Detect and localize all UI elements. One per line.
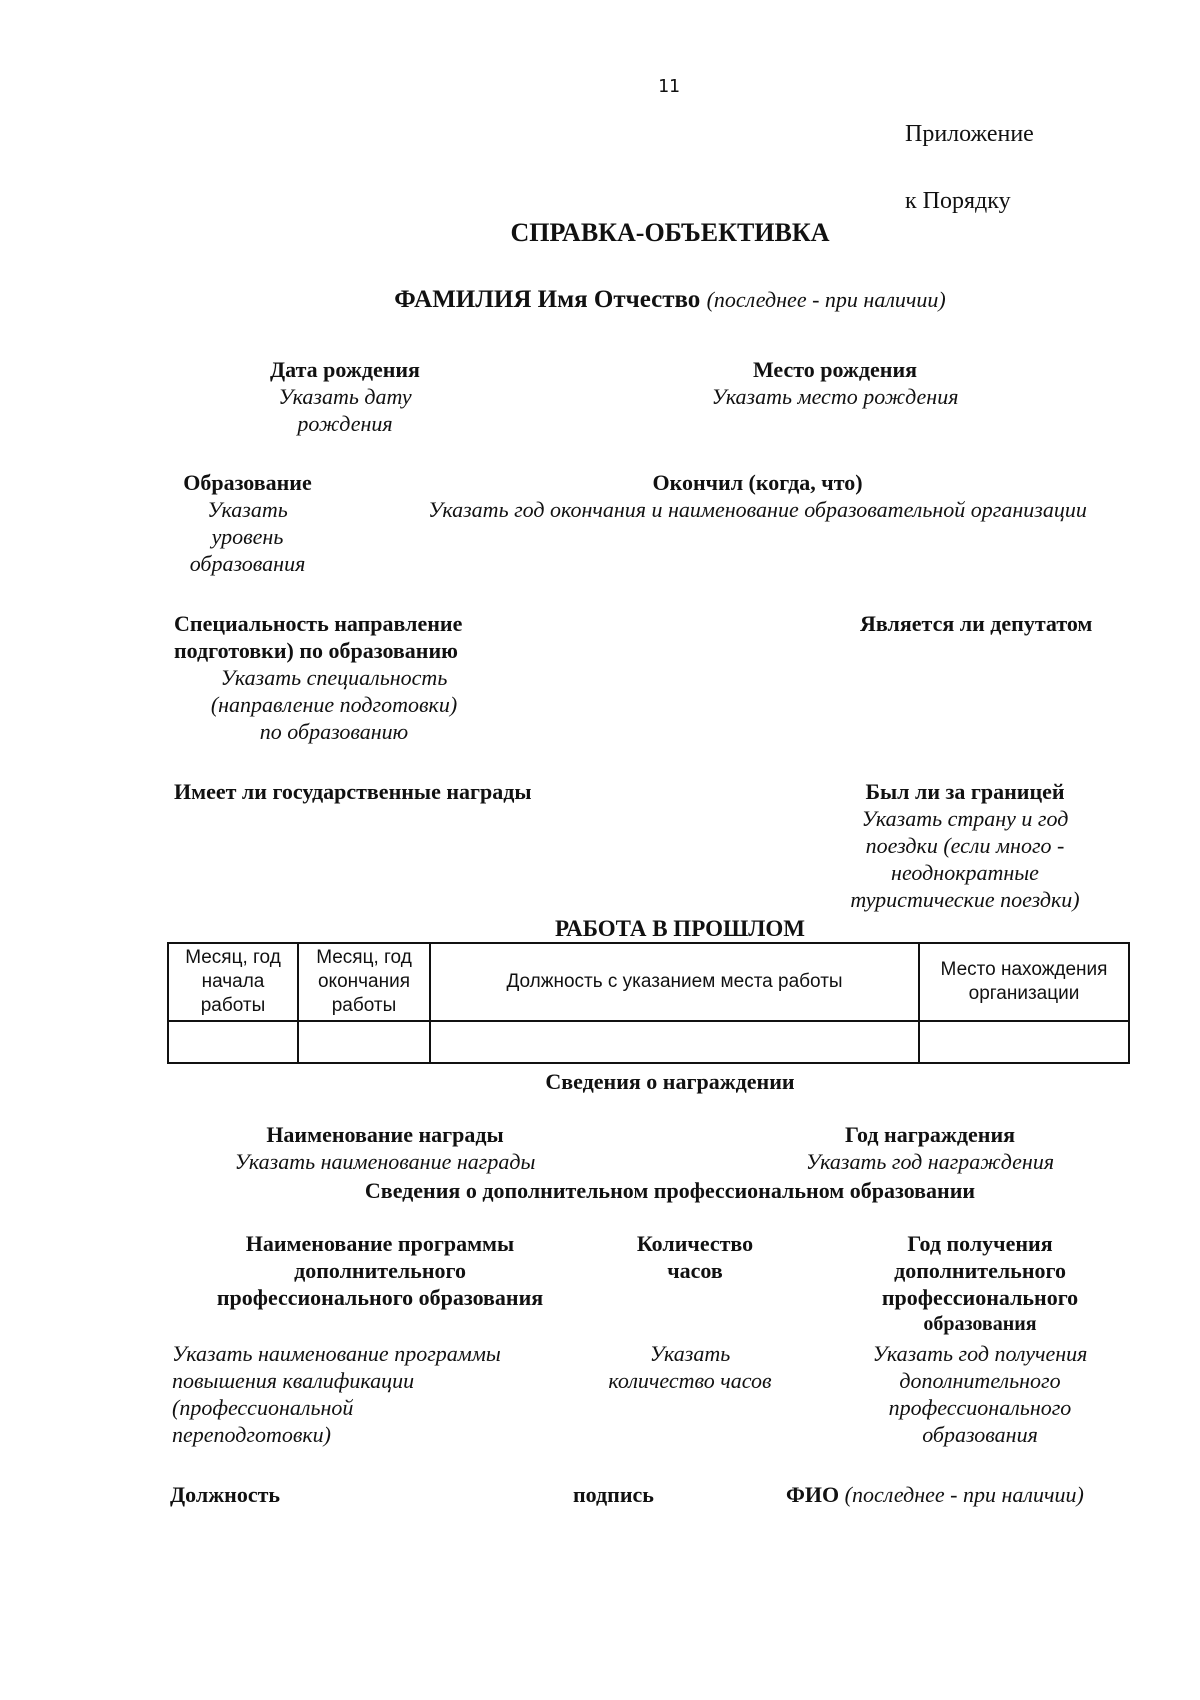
specialty-hint-3: по образованию xyxy=(259,719,409,744)
year-hint-1: Указать год получения xyxy=(872,1341,1088,1366)
year-hint-3: профессионального xyxy=(888,1395,1072,1420)
program-label-1: Наименование программы xyxy=(245,1231,515,1256)
birth-date-hint-2: рождения xyxy=(297,411,393,436)
col-location: Место нахождения организации xyxy=(919,943,1129,1021)
signature-position: Должность xyxy=(170,1482,281,1507)
award-year-block xyxy=(780,1121,1080,1175)
cell-location[interactable] xyxy=(919,1021,1129,1063)
program-hint-4: переподготовки) xyxy=(172,1422,332,1447)
birth-date-hint-1: Указать дату xyxy=(278,384,412,409)
abroad-label: Был ли за границей xyxy=(865,779,1065,804)
cell-end-date[interactable] xyxy=(298,1021,430,1063)
birth-place-block xyxy=(660,356,1010,410)
specialty-label-2: подготовки) по образованию xyxy=(174,638,458,663)
specialty-hint-1: Указать специальность xyxy=(220,665,448,690)
award-year-hint: Указать год награждения xyxy=(805,1149,1055,1174)
program-hint-1: Указать наименование программы xyxy=(172,1341,501,1366)
year-hint-4: образования xyxy=(922,1422,1038,1447)
hours-hint-block xyxy=(570,1340,810,1394)
abroad-hint-2: поездки (если много - xyxy=(865,833,1065,858)
year-label-1: Год получения xyxy=(907,1231,1053,1256)
fullname-note: (последнее - при наличии) xyxy=(706,287,946,312)
program-label-block xyxy=(170,1230,590,1311)
abroad-hint-1: Указать страну и год xyxy=(861,806,1069,831)
col-position: Должность с указанием места работы xyxy=(430,943,919,1021)
hours-label-block xyxy=(595,1230,795,1284)
work-history-title: РАБОТА В ПРОШЛОМ xyxy=(555,916,805,941)
birth-date-block xyxy=(225,356,465,437)
hours-hint-2: количество часов xyxy=(608,1368,772,1393)
specialty-hint-2: (направление подготовки) xyxy=(210,692,458,717)
graduated-hint: Указать год окончания и наименование образовательной организации xyxy=(428,497,1087,522)
fullname-bold: ФАМИЛИЯ Имя Отчество xyxy=(394,286,701,313)
graduated-block xyxy=(390,469,1125,523)
education-label: Образование xyxy=(183,470,312,495)
work-history-table xyxy=(167,942,1130,1064)
education-hint-2: уровень xyxy=(211,524,284,549)
additional-education-title: Сведения о дополнительном профессиональном образовании xyxy=(364,1178,976,1203)
appendix-line1: Приложение xyxy=(905,121,1034,147)
birth-place-label: Место рождения xyxy=(752,357,918,382)
birth-date-label: Дата рождения xyxy=(270,357,420,382)
page-number: 11 xyxy=(658,76,680,97)
program-hint-block xyxy=(172,1340,592,1448)
award-name-block xyxy=(200,1121,570,1175)
program-hint-3: (профессиональной xyxy=(172,1395,354,1420)
hours-label-2: часов xyxy=(667,1258,723,1283)
year-hint-2: дополнительного xyxy=(899,1368,1061,1393)
work-history-header-row xyxy=(168,943,1129,1021)
award-year-label: Год награждения xyxy=(844,1122,1016,1147)
hours-label-1: Количество xyxy=(636,1231,754,1256)
signature-fio: ФИО xyxy=(786,1482,840,1507)
cell-start-date[interactable] xyxy=(168,1021,298,1063)
program-hint-2: повышения квалификации xyxy=(172,1368,415,1393)
deputy-label: Является ли депутатом xyxy=(860,611,1093,636)
document-title: СПРАВКА-ОБЪЕКТИВКА xyxy=(510,218,830,247)
abroad-block xyxy=(830,778,1100,913)
state-awards-label: Имеет ли государственные награды xyxy=(174,779,532,804)
signature-fio-line xyxy=(786,1481,1084,1508)
year-label-2: дополнительного xyxy=(894,1258,1066,1283)
year-hint-block xyxy=(830,1340,1130,1448)
abroad-hint-3: неоднократные xyxy=(891,860,1039,885)
education-block xyxy=(165,469,330,577)
specialty-label-1: Специальность направление xyxy=(174,611,463,636)
graduated-label: Окончил (когда, что) xyxy=(652,470,863,495)
program-label-3: профессионального образования xyxy=(216,1285,544,1310)
appendix-line2: к Порядку xyxy=(905,188,1011,214)
col-start-date: Месяц, год начала работы xyxy=(168,943,298,1021)
education-hint-1: Указать xyxy=(207,497,288,522)
year-label-3: профессионального xyxy=(881,1285,1079,1310)
education-hint-3: образования xyxy=(189,551,306,576)
program-label-2: дополнительного xyxy=(294,1258,466,1283)
award-name-hint: Указать наименование награды xyxy=(234,1149,536,1174)
birth-place-hint: Указать место рождения xyxy=(711,384,959,409)
year-label-block xyxy=(830,1230,1130,1338)
cell-position[interactable] xyxy=(430,1021,919,1063)
award-info-title: Сведения о награждении xyxy=(545,1069,795,1094)
hours-hint-1: Указать xyxy=(649,1341,731,1366)
abroad-hint-4: туристические поездки) xyxy=(850,887,1080,912)
col-end-date: Месяц, год окончания работы xyxy=(298,943,430,1021)
fullname-line xyxy=(300,286,1040,314)
signature-fio-note: (последнее - при наличии) xyxy=(844,1482,1084,1507)
work-history-empty-row xyxy=(168,1021,1129,1063)
signature-sign: подпись xyxy=(573,1482,654,1507)
award-name-label: Наименование награды xyxy=(266,1122,504,1147)
year-label-4: образования xyxy=(923,1313,1037,1335)
specialty-block xyxy=(174,610,534,745)
